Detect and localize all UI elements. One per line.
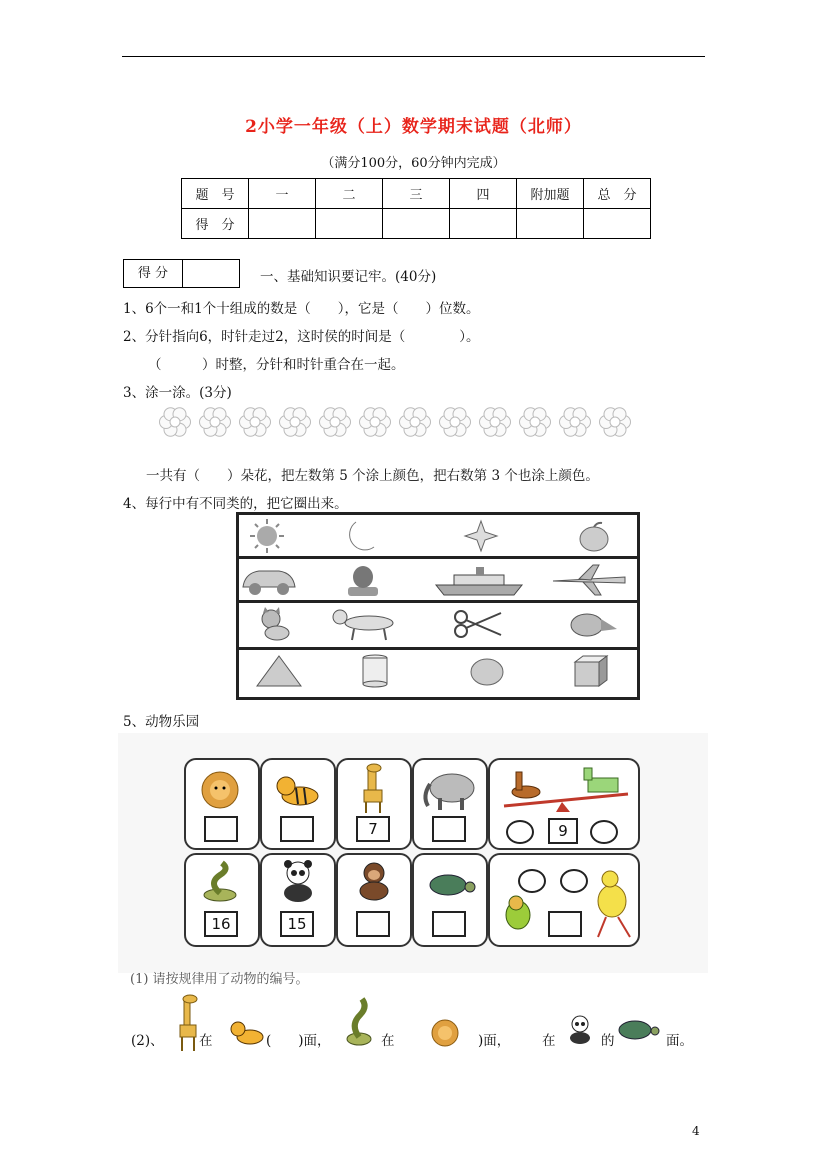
answer-box[interactable]	[432, 911, 466, 937]
elephant-icon	[420, 768, 480, 812]
cylinder-icon[interactable]	[347, 654, 407, 688]
tiger-icon	[228, 1017, 266, 1047]
animal-card-elephant	[412, 758, 488, 850]
bird-icon[interactable]	[559, 607, 619, 641]
score-header-cell: 附加题	[517, 179, 584, 209]
question-5-part-2-blank-1: ( )面，	[266, 1033, 331, 1049]
score-cell	[517, 209, 584, 239]
tiger-icon	[270, 770, 326, 810]
question-5-part-2-at-2: 在	[381, 1033, 395, 1049]
flower-row	[158, 405, 632, 439]
answer-box[interactable]	[548, 911, 582, 937]
flower-icon[interactable]	[278, 405, 312, 439]
score-header-cell: 题 号	[182, 179, 249, 209]
apple-icon[interactable]	[564, 519, 624, 553]
question-5-part-2-prefix: (2)、	[131, 1033, 164, 1049]
compare-circle[interactable]	[506, 820, 534, 844]
score-header-cell: 三	[383, 179, 450, 209]
question-1: 1、6个一和1个十组成的数是（ ），它是（ ）位数。	[123, 301, 480, 317]
animal-park-figure	[118, 733, 708, 973]
odd-one-out-grid	[236, 512, 640, 700]
answer-box[interactable]	[280, 816, 314, 842]
snake-icon	[344, 995, 374, 1047]
airplane-icon[interactable]	[549, 563, 629, 597]
section-score-label: 得 分	[124, 260, 183, 287]
flower-icon[interactable]	[478, 405, 512, 439]
score-header-cell: 一	[249, 179, 316, 209]
grid-row	[239, 515, 637, 559]
animal-card-turtle	[412, 853, 488, 947]
panda-icon	[274, 859, 322, 903]
answer-box-giraffe[interactable]: 7	[356, 816, 390, 842]
snake-icon	[198, 859, 242, 903]
answer-box[interactable]	[356, 911, 390, 937]
question-5-part-2-of: 的	[601, 1033, 615, 1049]
animal-card-snake	[184, 853, 260, 947]
score-header-cell: 四	[450, 179, 517, 209]
score-table-score-row	[182, 209, 651, 239]
grid-row	[239, 603, 637, 650]
question-5-part-2-end: 面。	[666, 1033, 693, 1049]
dog-icon[interactable]	[324, 607, 414, 641]
animal-card-monkey	[336, 853, 412, 947]
panda-icon	[565, 1014, 595, 1044]
score-header-cell: 二	[316, 179, 383, 209]
flower-icon[interactable]	[518, 405, 552, 439]
lion-icon	[194, 768, 250, 812]
flower-icon[interactable]	[358, 405, 392, 439]
subtitle: （满分100分，60分钟内完成）	[321, 156, 506, 171]
car-icon[interactable]	[239, 563, 299, 597]
score-cell	[249, 209, 316, 239]
flower-icon[interactable]	[318, 405, 352, 439]
answer-box-panda[interactable]: 15	[280, 911, 314, 937]
section-heading: 一、基础知识要记牢。(40分)	[260, 269, 437, 285]
giraffe-icon	[172, 993, 202, 1053]
compare-circle[interactable]	[518, 869, 546, 893]
flower-icon[interactable]	[558, 405, 592, 439]
answer-box[interactable]	[432, 816, 466, 842]
question-3-instruction: 一共有（ ）朵花，把左数第 5 个涂上颜色，把右数第 3 个也涂上颜色。	[146, 468, 599, 484]
answer-box[interactable]	[204, 816, 238, 842]
chick-icon	[590, 857, 634, 941]
flower-icon[interactable]	[198, 405, 232, 439]
answer-box-scale[interactable]: 9	[548, 818, 578, 844]
flower-icon[interactable]	[238, 405, 272, 439]
moon-icon[interactable]	[334, 519, 394, 553]
turtle-icon	[615, 1016, 661, 1040]
compare-circle[interactable]	[560, 869, 588, 893]
question-2-part-b: （ ）时整，分针和时针重合在一起。	[148, 357, 405, 373]
scissors-icon[interactable]	[449, 607, 509, 641]
flower-icon[interactable]	[598, 405, 632, 439]
score-row-label: 得 分	[182, 209, 249, 239]
animal-card-tiger	[260, 758, 336, 850]
score-table-header-row	[182, 179, 651, 209]
animal-card-panda	[260, 853, 336, 947]
score-header-cell: 总 分	[584, 179, 651, 209]
cat-icon[interactable]	[249, 607, 309, 641]
page-title: 2小学一年级（上）数学期末试题（北师）	[245, 117, 582, 137]
score-cell	[316, 209, 383, 239]
animal-card-lion	[184, 758, 260, 850]
star-icon[interactable]	[451, 519, 511, 553]
flower-icon[interactable]	[158, 405, 192, 439]
triangle-icon[interactable]	[249, 654, 309, 688]
seesaw-icon	[498, 764, 632, 814]
question-5-part-1: (1) 请按规律用了动物的编号。	[130, 972, 309, 987]
question-3: 3、涂一涂。(3分)	[123, 385, 232, 401]
section-score-box	[123, 259, 240, 288]
score-cell	[383, 209, 450, 239]
turtle-icon	[420, 867, 480, 897]
animal-card-scale	[488, 758, 640, 850]
answer-box-snake[interactable]: 16	[204, 911, 238, 937]
header-rule	[122, 56, 705, 57]
page-number: 4	[692, 1124, 700, 1138]
question-5-part-2-at-3: 在	[542, 1033, 556, 1049]
sphere-icon[interactable]	[457, 654, 517, 688]
flower-icon[interactable]	[438, 405, 472, 439]
sun-icon[interactable]	[239, 519, 299, 553]
question-5-part-2-blank-2: )面，	[478, 1033, 511, 1049]
question-2: 2、分针指向6，时针走过2，这时侯的时间是（ ）。	[123, 329, 480, 345]
compare-circle[interactable]	[590, 820, 618, 844]
cube-icon[interactable]	[561, 654, 621, 688]
flower-icon[interactable]	[398, 405, 432, 439]
monkey-icon	[350, 861, 398, 901]
grid-row	[239, 559, 637, 603]
grid-row	[239, 650, 637, 691]
giraffe-icon	[352, 762, 396, 814]
animal-card-giraffe	[336, 758, 412, 850]
ship-icon[interactable]	[434, 563, 524, 597]
lion-icon	[425, 1017, 463, 1049]
parrot-icon	[498, 893, 538, 939]
score-cell	[584, 209, 651, 239]
question-5-part-2-at-1: 在	[199, 1033, 213, 1049]
section-score-blank	[183, 260, 239, 287]
cactus-icon[interactable]	[334, 563, 394, 597]
animal-card-birds	[488, 853, 640, 947]
question-4: 4、每行中有不同类的，把它圈出来。	[123, 496, 348, 512]
question-5: 5、动物乐园	[123, 714, 200, 730]
score-table	[181, 178, 651, 239]
score-cell	[450, 209, 517, 239]
